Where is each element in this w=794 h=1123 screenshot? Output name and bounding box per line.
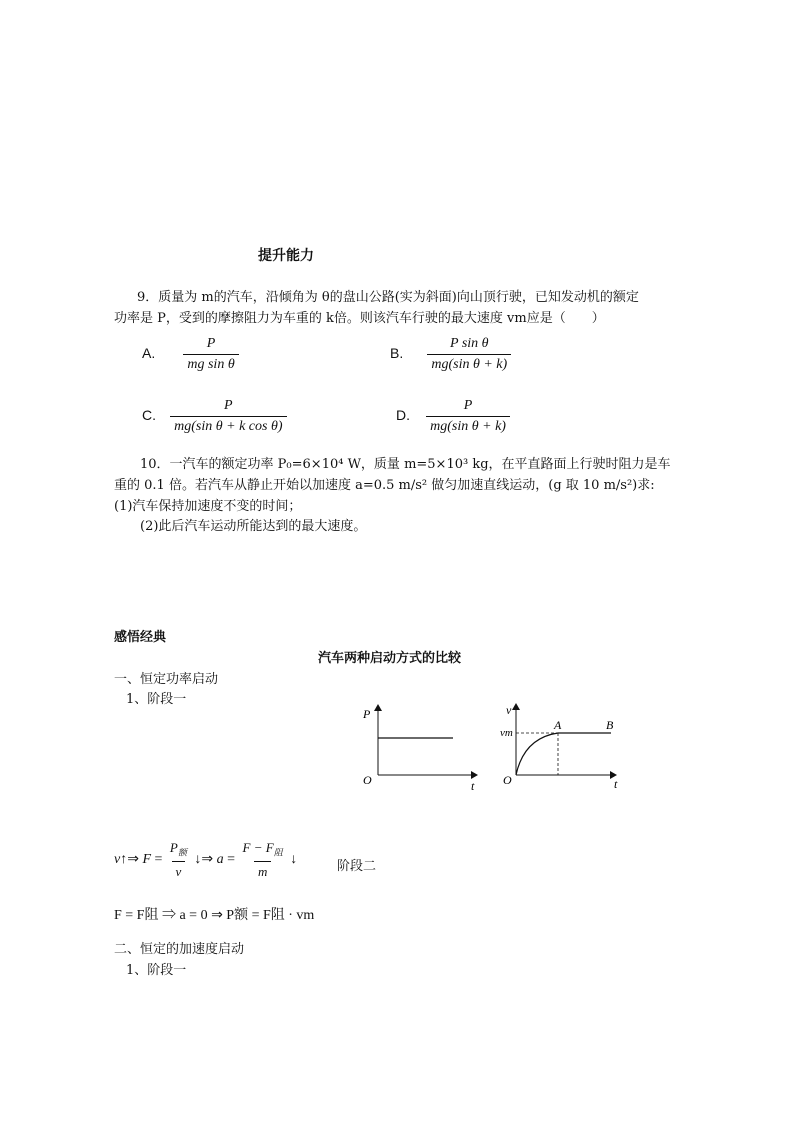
q9-option-d[interactable] (396, 398, 510, 435)
vm-label: vm (500, 727, 513, 739)
q9-line2: 功率是 P，受到的摩擦阻力为车重的 k倍。则该汽车行驶的最大速度 vm应是（ ） (114, 311, 605, 326)
option-a-label: A. (142, 345, 156, 361)
section-title-improve: 提升能力 (258, 248, 314, 264)
p-axis-label: P (363, 707, 371, 721)
point-b-label: B (606, 718, 614, 732)
velocity-time-graph (498, 700, 628, 795)
t-axis-label: t (471, 779, 475, 793)
option-c-fraction: $\frac{P}{\text{mg(sin θ + k cos θ)}}$ (170, 398, 286, 435)
comparison-title: 汽车两种启动方式的比较 (318, 651, 462, 666)
mode1-formula-stage1: v↑⇒ F = $\frac{P_额}{v}$ ↓⇒ a = $\frac{F - F_阻}{m}$ ↓ (114, 840, 298, 879)
point-a-label: A (554, 718, 562, 732)
mode1-formula-stage2: F = F阻 ⇒ a = 0 ⇒ P额 = F阻 · vm (114, 908, 315, 923)
q9-option-c[interactable] (142, 398, 287, 435)
q9-option-a[interactable] (142, 336, 239, 373)
velocity-curve (516, 733, 611, 775)
option-d-fraction: $\frac{P}{\text{mg(sin θ + k)}}$ (426, 398, 510, 435)
q10-line1: 10．一汽车的额定功率 P₀=6×10⁴ W，质量 m=5×10³ kg，在平直路面上行驶时阻力是车 (140, 457, 671, 472)
mode2-stage1: 1、阶段一 (126, 963, 187, 978)
mode2-heading: 二、恒定的加速度启动 (114, 942, 245, 957)
power-time-graph (355, 700, 490, 795)
q10-line3: (1)汽车保持加速度不变的时间； (114, 499, 302, 514)
option-a-fraction: $\frac{P}{\text{mg sin θ}}$ (183, 336, 238, 373)
q10-line4: (2)此后汽车运动所能达到的最大速度。 (140, 519, 367, 534)
option-d-label: D. (396, 407, 410, 423)
t-axis-label-right: t (614, 777, 618, 791)
section-title-insight: 感悟经典 (114, 630, 167, 645)
v-axis-label: v (506, 703, 512, 717)
origin-label: O (363, 773, 372, 787)
q9-line1: 9．质量为 m的汽车，沿倾角为 θ的盘山公路(实为斜面)向山顶行驶，已知发动机的额定 (137, 290, 639, 305)
q9-option-b[interactable] (390, 336, 511, 373)
mode1-stage2: 阶段二 (337, 859, 377, 874)
q10-line2: 重的 0.1 倍。若汽车从静止开始以加速度 a=0.5 m/s² 做匀加速直线运动，(g 取 10 m/s²)求: (114, 478, 655, 493)
mode1-stage1: 1、阶段一 (126, 692, 187, 707)
option-b-fraction: $\frac{\text{P sin θ}}{\text{mg(sin θ + k)}}$ (427, 336, 511, 373)
option-c-label: C. (142, 407, 156, 423)
mode1-heading: 一、恒定功率启动 (114, 672, 219, 687)
option-b-label: B. (390, 345, 404, 361)
origin-label-right: O (503, 773, 512, 787)
